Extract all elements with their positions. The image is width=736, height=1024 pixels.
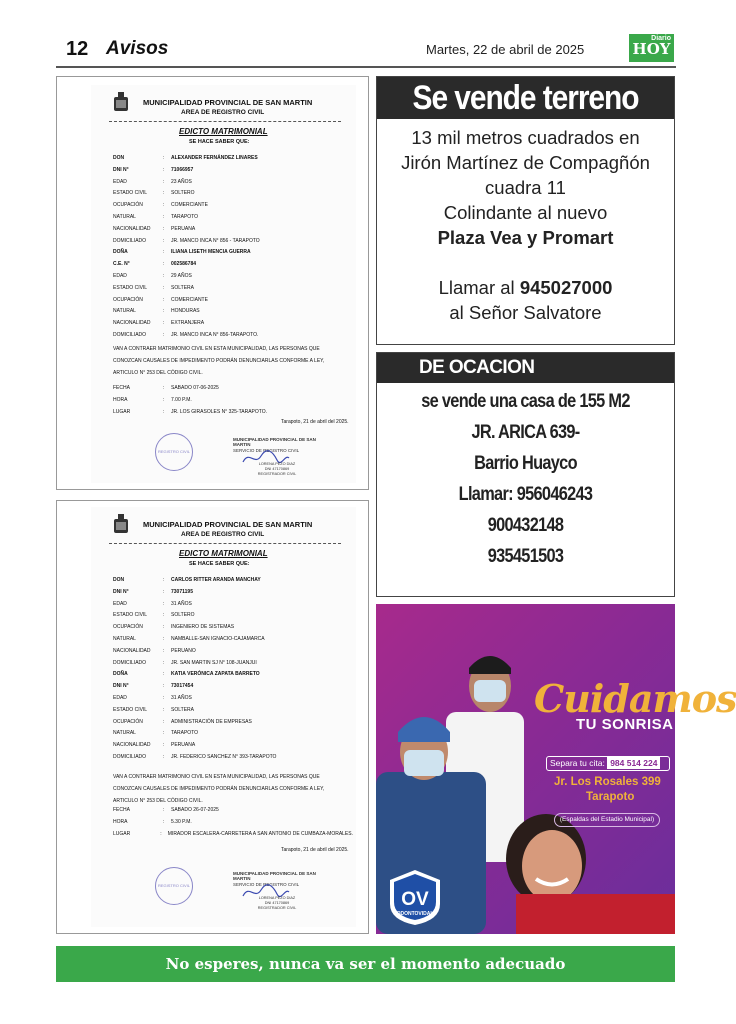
ad-headline-band [377, 353, 674, 383]
field-value: MIRADOR ESCALERA-CARRETERA A SAN ANTONIO DE CUMBAZA-MORALES. [167, 830, 353, 837]
ad-dental-clinic [376, 604, 736, 934]
registry-seal: REGISTRO CIVIL [155, 433, 193, 471]
field-row: ESTADO CIVIL : SOLTERO [113, 190, 353, 202]
municipality-name: MUNICIPALIDAD PROVINCIAL DE SAN MARTIN [143, 520, 313, 529]
field-value: SOLTERA [171, 284, 194, 291]
ad-headline: DE OCACION [419, 357, 535, 378]
field-row: NACIONALIDAD : PERUANO [113, 648, 353, 660]
field-row: NACIONALIDAD : PERUANA [113, 742, 353, 754]
ad-line: Llamar: 956046243 [458, 484, 593, 505]
ad-body [377, 125, 674, 325]
field-label: FECHA [113, 807, 130, 813]
ad-phone: 900432148 [487, 515, 564, 536]
field-row: DNI N° : 73071195 [113, 589, 353, 601]
field-value: 002586784 [171, 261, 197, 268]
field-value: HONDURAS [171, 308, 200, 315]
municipal-crest-icon [111, 513, 131, 537]
field-row: DNI N° : 71066957 [113, 167, 353, 179]
field-row: NATURAL : TARAPOTO [113, 730, 353, 742]
field-value: JR. SAN MARTIN SJ N° 108-JUANJUI [171, 659, 257, 666]
registrar-info: LORENA PEZO DIAZ DNI 47170869 REGISTRADOR CIVIL [257, 462, 297, 476]
field-row: HORA : 7.00 P.M. [113, 397, 353, 409]
field-row: OCUPACIÓN : ADMINISTRACIÓN DE EMPRESAS [113, 719, 353, 731]
field-label: NATURAL [113, 213, 136, 220]
field-label: OCUPACIÓN [113, 202, 143, 209]
field-row: EDAD : 31 AÑOS [113, 601, 353, 613]
field-value: SABADO 26-07-2025 [171, 807, 219, 813]
field-value: TARAPOTO [171, 730, 199, 737]
ad-line: se vende una casa de 155 M2 [421, 391, 630, 412]
section-title: Avisos [106, 38, 169, 59]
field-label: ESTADO CIVIL [113, 190, 148, 197]
edicto-title: EDICTO MATRIMONIAL [179, 549, 268, 558]
svg-text:OV: OV [401, 889, 429, 910]
municipal-stamp: MUNICIPALIDAD PROVINCIAL DE SAN MARTIN SERVICIO DE REGISTRO CIVIL [233, 871, 316, 887]
field-label: DNI N° [113, 588, 129, 595]
field-value: 31 AÑOS [171, 694, 192, 701]
ad-call-line: Llamar al 945027000 [438, 277, 613, 298]
field-value: COMERCIANTE [171, 202, 208, 209]
clinic-city: Tarapoto [586, 791, 635, 803]
edicto-subtitle: SE HACE SABER QUE: [189, 139, 250, 145]
field-label: ESTADO CIVIL [113, 706, 148, 713]
field-value: 73071195 [171, 588, 193, 595]
field-row: DOMICILIADO : JR. FEDERICO SANCHEZ N° 393-TARAPOTO [113, 754, 353, 766]
clinic-slogan-sub: TU SONRISA [576, 716, 674, 733]
field-label: LUGAR [113, 408, 131, 415]
municipal-stamp: MUNICIPALIDAD PROVINCIAL DE SAN MARTIN SERVICIO DE REGISTRO CIVIL [233, 437, 316, 453]
field-row: DNI N° : 73017454 [113, 683, 353, 695]
field-row: EDAD : 31 AÑOS [113, 695, 353, 707]
field-row: OCUPACIÓN : INGENIERO DE SISTEMAS [113, 624, 353, 636]
divider [109, 121, 341, 122]
field-value: SABADO 07-06-2025 [171, 385, 219, 391]
ad-body [377, 386, 674, 572]
field-value: CARLOS RITTER ARANDA MANCHAY [171, 577, 261, 583]
field-label: OCUPACIÓN [113, 296, 143, 303]
field-label: DON [113, 577, 125, 583]
field-label: LUGAR [113, 830, 131, 837]
field-row: OCUPACIÓN : COMERCIANTE [113, 202, 353, 214]
municipality-name: MUNICIPALIDAD PROVINCIAL DE SAN MARTIN [143, 98, 313, 107]
city-date: Tarapoto, 21 de abril del 2025. [281, 419, 349, 425]
city-date: Tarapoto, 21 de abril del 2025. [281, 847, 349, 853]
issue-date: Martes, 22 de abril de 2025 [426, 42, 585, 57]
field-value: 73017454 [171, 683, 194, 690]
field-value: JR. MANCO INCA N° 856 - TARAPOTO [171, 237, 260, 244]
ad-headline: Se vende terreno [412, 79, 639, 117]
field-row: ESTADO CIVIL : SOLTERA [113, 285, 353, 297]
field-label: DOÑA [113, 249, 128, 256]
field-label: EDAD [113, 600, 127, 607]
edicto-matrimonial-2 [56, 500, 369, 934]
ad-landmark: Plaza Vea y Promart [437, 227, 614, 248]
field-value: SOLTERO [171, 190, 195, 197]
field-label: NACIONALIDAD [113, 742, 151, 749]
registrar-info: LORENA PEZO DIAZ DNI 47170869 REGISTRADOR CIVIL [257, 896, 297, 910]
field-value: SOLTERA [171, 706, 194, 713]
field-value: 23 AÑOS [171, 178, 192, 185]
field-label: OCUPACIÓN [113, 624, 143, 631]
field-label: HORA [113, 396, 128, 403]
edicto-details [113, 807, 353, 842]
field-label: DOMICILIADO [113, 331, 147, 338]
field-label: NACIONALIDAD [113, 320, 151, 327]
ad-contact: al Señor Salvatore [449, 302, 602, 323]
field-value: 31 AÑOS [171, 600, 192, 607]
field-row: NATURAL : NAMBALLE-SAN IGNACIO-CAJAMARCA [113, 636, 353, 648]
field-label: DOMICILIADO [113, 237, 147, 244]
page-header [56, 34, 676, 66]
field-value: TARAPOTO [171, 213, 199, 220]
field-value: 5.30 P.M. [171, 818, 192, 825]
field-row: C.E. N° : 002586784 [113, 261, 353, 273]
ad-de-ocasion [376, 352, 675, 597]
field-value: PERUANA [171, 225, 196, 232]
ad-phone: 945027000 [519, 277, 613, 298]
field-row: NATURAL : TARAPOTO [113, 214, 353, 226]
field-label: NACIONALIDAD [113, 225, 151, 232]
ad-line: Barrio Huayco [474, 453, 577, 474]
appointment-box: Separa tu cita: 984 514 224 [546, 756, 670, 771]
field-row: ESTADO CIVIL : SOLTERO [113, 612, 353, 624]
field-value: KATIA VERÓNICA ZAPATA BARRETO [171, 671, 260, 678]
field-label: EDAD [113, 178, 127, 185]
field-label: DNI N° [113, 683, 129, 690]
municipal-crest-icon [111, 91, 131, 115]
clinic-address: Jr. Los Rosales 399 [554, 776, 661, 788]
field-label: C.E. N° [113, 261, 130, 268]
document-sheet [91, 507, 356, 927]
field-value: 71066957 [171, 166, 194, 173]
clinic-reference: (Espaldas del Estadio Municipal) [554, 813, 660, 827]
newspaper-logo: Diario HOY [629, 34, 674, 62]
field-label: DON [113, 155, 125, 161]
field-value: SOLTERO [171, 612, 195, 619]
footer-text: No esperes, nunca va ser el momento adecuado [165, 955, 566, 973]
divider [109, 543, 341, 544]
ad-phone: 935451503 [487, 546, 564, 567]
edicto-title: EDICTO MATRIMONIAL [179, 127, 268, 136]
clinic-slogan: Cuidamos [534, 676, 736, 721]
field-row: ESTADO CIVIL : SOLTERA [113, 707, 353, 719]
edicto-paragraph: VAN A CONTRAER MATRIMONIO CIVIL EN ESTA MUNICIPALIDAD, LAS PERSONAS QUE CONOZCAN CAUSALES DE IMPEDIMENTO PODRÁN DENUNCIARLAS CONFORME A LEY, ARTICULO N° 253 DEL CÓDIGO CIVIL. [113, 774, 325, 804]
field-value: NAMBALLE-SAN IGNACIO-CAJAMARCA [171, 635, 265, 642]
field-value: 7.00 P.M. [171, 396, 192, 403]
field-label: EDAD [113, 272, 127, 279]
area-name: AREA DE REGISTRO CIVIL [181, 109, 265, 116]
clinic-phone: 984 514 224 [607, 757, 660, 769]
field-label: HORA [113, 818, 128, 825]
field-value: PERUANA [171, 742, 196, 749]
field-value: COMERCIANTE [171, 296, 208, 303]
page-number: 12 [66, 38, 89, 60]
field-row: LUGAR : JR. LOS GIRASOLES N° 325-TARAPOTO. [113, 409, 353, 421]
field-label: DOÑA [113, 671, 128, 678]
field-label: DNI N° [113, 166, 129, 173]
field-value: ADMINISTRACIÓN DE EMPRESAS [171, 718, 252, 725]
odontovidal-logo-icon [388, 868, 442, 926]
field-row: DOMICILIADO : JR. SAN MARTIN SJ N° 108-JUANJUI [113, 660, 353, 672]
field-label: NATURAL [113, 308, 136, 315]
edicto-details [113, 385, 353, 420]
field-row: DOMICILIADO : JR. MANCO INCA N° 856-TARAPOTO. [113, 332, 353, 344]
field-label: FECHA [113, 385, 130, 391]
field-row: OCUPACIÓN : COMERCIANTE [113, 297, 353, 309]
field-row: FECHA : SABADO 07-06-2025 [113, 385, 353, 397]
field-label: DOMICILIADO [113, 753, 147, 760]
ad-line: 13 mil metros cuadrados en [411, 127, 640, 148]
ad-line: JR. ARICA 639- [471, 422, 580, 443]
field-row: DON : ALEXANDER FERNÁNDEZ LINARES [113, 155, 353, 167]
field-label: ESTADO CIVIL [113, 612, 148, 619]
field-row: EDAD : 29 AÑOS [113, 273, 353, 285]
field-label: ESTADO CIVIL [113, 284, 148, 291]
edicto-matrimonial-1 [56, 76, 369, 490]
field-label: NACIONALIDAD [113, 647, 151, 654]
field-row: FECHA : SABADO 26-07-2025 [113, 807, 353, 819]
field-label: NATURAL [113, 635, 136, 642]
field-row: NACIONALIDAD : EXTRANJERA [113, 320, 353, 332]
ad-line: Jirón Martínez de Compagñón [401, 152, 650, 173]
field-value: JR. FEDERICO SANCHEZ N° 393-TARAPOTO [171, 753, 277, 760]
field-row: DOÑA : ILIANA LISETH MENCIA GUERRA [113, 249, 353, 261]
field-row: NACIONALIDAD : PERUANA [113, 226, 353, 238]
ad-headline-band [377, 77, 674, 119]
edicto-fields [113, 577, 353, 766]
field-value: JR. LOS GIRASOLES N° 325-TARAPOTO. [171, 408, 268, 415]
registry-seal: REGISTRO CIVIL [155, 867, 193, 905]
field-label: NATURAL [113, 730, 136, 737]
field-value: PERUANO [171, 647, 196, 654]
field-row: DOMICILIADO : JR. MANCO INCA N° 856 - TARAPOTO [113, 238, 353, 250]
edicto-subtitle: SE HACE SABER QUE: [189, 561, 250, 567]
field-label: OCUPACIÓN [113, 718, 143, 725]
field-row: EDAD : 23 AÑOS [113, 179, 353, 191]
field-label: DOMICILIADO [113, 659, 147, 666]
field-value: ILIANA LISETH MENCIA GUERRA [171, 249, 251, 256]
header-rule [56, 66, 676, 68]
field-value: JR. MANCO INCA N° 856-TARAPOTO. [171, 331, 259, 338]
field-value: EXTRANJERA [171, 320, 205, 327]
field-value: INGENIERO DE SISTEMAS [171, 624, 235, 631]
ad-line: cuadra 11 [485, 177, 566, 198]
field-row: NATURAL : HONDURAS [113, 308, 353, 320]
svg-text:ODONTOVIDAL: ODONTOVIDAL [396, 911, 434, 917]
footer-banner [56, 946, 675, 982]
field-value: ALEXANDER FERNÁNDEZ LINARES [171, 155, 258, 161]
ad-se-vende-terreno [376, 76, 675, 345]
document-sheet [91, 85, 356, 483]
field-label: EDAD [113, 694, 127, 701]
area-name: AREA DE REGISTRO CIVIL [181, 531, 265, 538]
field-row: LUGAR : MIRADOR ESCALERA-CARRETERA A SAN ANTONIO DE CUMBAZA-MORALES. [113, 831, 353, 843]
field-row: DOÑA : KATIA VERÓNICA ZAPATA BARRETO [113, 671, 353, 683]
field-row: HORA : 5.30 P.M. [113, 819, 353, 831]
field-value: 29 AÑOS [171, 272, 192, 279]
field-row: DON : CARLOS RITTER ARANDA MANCHAY [113, 577, 353, 589]
edicto-fields [113, 155, 353, 344]
ad-line: Colindante al nuevo [443, 202, 608, 223]
edicto-paragraph: VAN A CONTRAER MATRIMONIO CIVIL EN ESTA MUNICIPALIDAD, LAS PERSONAS QUE CONOZCAN CAUSALES DE IMPEDIMENTO PODRÁN DENUNCIARLAS CONFORME A LEY, ARTICULO N° 253 DEL CÓDIGO CIVIL. [113, 346, 325, 376]
